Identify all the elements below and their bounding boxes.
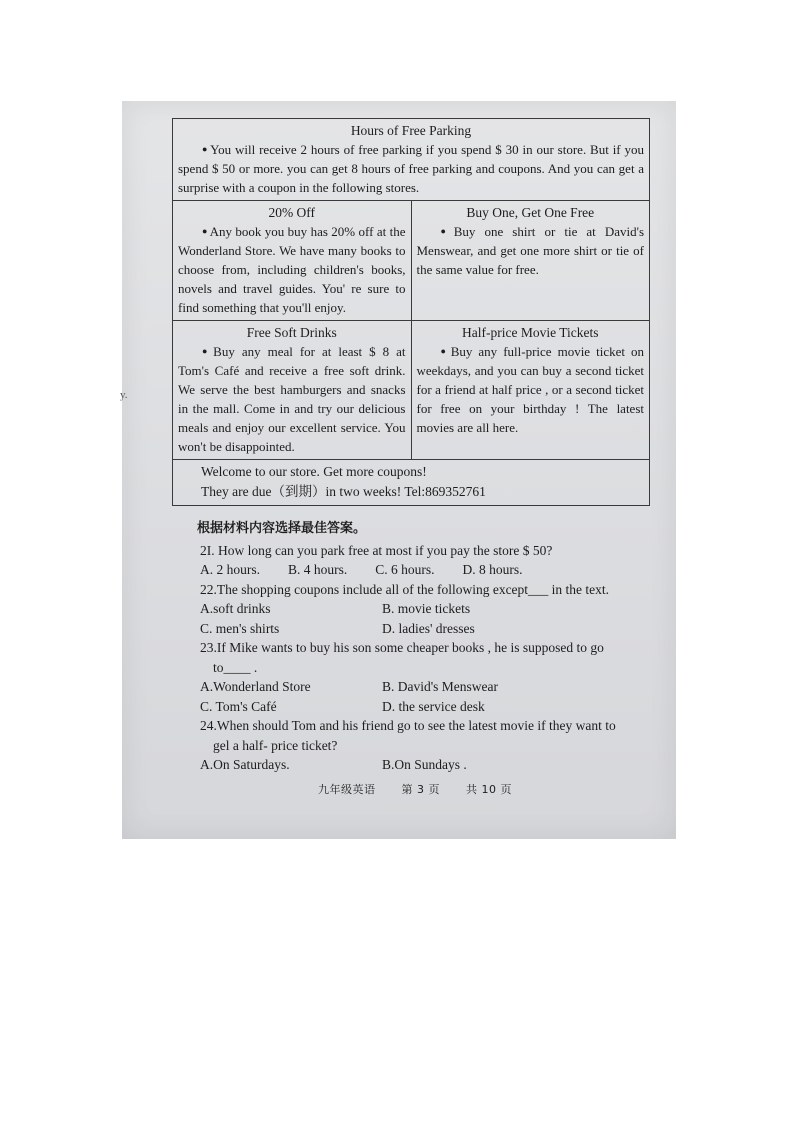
question-21 bbox=[195, 541, 664, 580]
question-stem-continued: gel a half- price ticket? bbox=[213, 737, 338, 753]
book-offer-text: ● Any book you buy has 20% off at the Wonderland Store. We have many books to choose from, including children's books, novels and travel guides. You' re sure to find something that you'll enjoy. bbox=[178, 224, 406, 315]
bullet-icon: ● bbox=[202, 346, 212, 356]
bullet-icon: ● bbox=[440, 226, 452, 236]
option-c[interactable]: C. men's shirts bbox=[200, 620, 280, 636]
option-c[interactable]: C. 6 hours. bbox=[375, 562, 435, 577]
footer-subject: 九年级英语 bbox=[318, 783, 376, 796]
question-stem: 23.If Mike wants to buy his son some cheaper books , he is supposed to go bbox=[200, 640, 604, 655]
drinks-offer-cell bbox=[173, 321, 412, 460]
parking-cell bbox=[173, 119, 650, 201]
shirt-offer-text: ● Buy one shirt or tie at David's Menswear, and get one more shirt or tie of the same value for free. bbox=[416, 224, 645, 277]
question-stem-continued: to____ . bbox=[213, 659, 258, 675]
option-b[interactable]: B. 4 hours. bbox=[288, 562, 348, 577]
bullet-icon: ● bbox=[202, 144, 209, 154]
due-text: They are due（到期）in two weeks! Tel:869352761 bbox=[201, 484, 486, 499]
store-footer-cell bbox=[173, 460, 650, 506]
footer-total-pages: 共 10 页 bbox=[466, 783, 512, 796]
welcome-text: Welcome to our store. Get more coupons! bbox=[201, 464, 427, 479]
question-options bbox=[200, 697, 664, 717]
page-footer bbox=[318, 781, 534, 797]
movie-offer-title: Half-price Movie Tickets bbox=[462, 325, 599, 340]
question-stem: 2I. How long can you park free at most if you pay the store $ 50? bbox=[200, 542, 553, 558]
movie-offer-text: ● Buy any full-price movie ticket on weekdays, and you can buy a second ticket for a friend at half price , or a second ticket for free on your birthday ! The latest movies are all here. bbox=[416, 344, 644, 435]
bullet-icon: ● bbox=[202, 226, 208, 236]
option-b[interactable]: B.On Sundays . bbox=[382, 757, 467, 772]
movie-offer-cell bbox=[411, 321, 650, 460]
drinks-offer-title: Free Soft Drinks bbox=[246, 325, 337, 340]
questions-section bbox=[194, 519, 664, 775]
margin-mark: y. bbox=[120, 389, 128, 401]
option-d[interactable]: D. 8 hours. bbox=[462, 562, 523, 577]
option-d[interactable]: D. ladies' dresses bbox=[382, 620, 475, 636]
question-stem: 22.The shopping coupons include all of the following except___ in the text. bbox=[200, 581, 610, 597]
question-options bbox=[200, 619, 664, 639]
question-24 bbox=[195, 716, 664, 775]
option-b[interactable]: B. David's Menswear bbox=[382, 679, 499, 694]
shirt-offer-title: Buy One, Get One Free bbox=[466, 205, 595, 220]
option-a[interactable]: A.Wonderland Store bbox=[200, 679, 311, 694]
scanned-page-photo bbox=[122, 101, 676, 839]
book-offer-title: 20% Off bbox=[268, 205, 316, 220]
option-b[interactable]: B. movie tickets bbox=[382, 601, 471, 616]
option-d[interactable]: D. the service desk bbox=[382, 698, 485, 714]
question-options bbox=[200, 677, 664, 697]
parking-text: ● You will receive 2 hours of free parking if you spend $ 30 in our store. But if you spend $ 50 or more. you can get 8 hours of free parking and coupons. And you can get a surprise with a coupon in the following stores. bbox=[178, 142, 645, 195]
question-options bbox=[200, 560, 664, 580]
option-a[interactable]: A. 2 hours. bbox=[200, 562, 260, 577]
question-options bbox=[200, 755, 664, 775]
option-c[interactable]: C. Tom's Café bbox=[200, 698, 277, 714]
option-a[interactable]: A.On Saturdays. bbox=[200, 757, 290, 772]
parking-title: Hours of Free Parking bbox=[350, 123, 472, 138]
bullet-icon: ● bbox=[440, 346, 449, 356]
book-offer-cell bbox=[173, 201, 412, 321]
question-options bbox=[200, 599, 664, 619]
question-23 bbox=[195, 638, 664, 716]
instruction: 根据材料内容选择最佳答案。 bbox=[197, 521, 367, 536]
footer-page-number: 第 3 页 bbox=[401, 783, 440, 796]
question-stem: 24.When should Tom and his friend go to see the latest movie if they want to bbox=[200, 718, 616, 733]
option-a[interactable]: A.soft drinks bbox=[200, 601, 271, 616]
drinks-offer-text: ● Buy any meal for at least $ 8 at Tom's Café and receive a free soft drink. We serve the best hamburgers and snacks in the mall. Come in and try our delicious meals and enjoy our excellent service. You won't be disappointed. bbox=[178, 344, 406, 454]
shirt-offer-cell bbox=[411, 201, 650, 321]
question-22 bbox=[195, 580, 664, 639]
advertisement-table bbox=[172, 118, 650, 506]
